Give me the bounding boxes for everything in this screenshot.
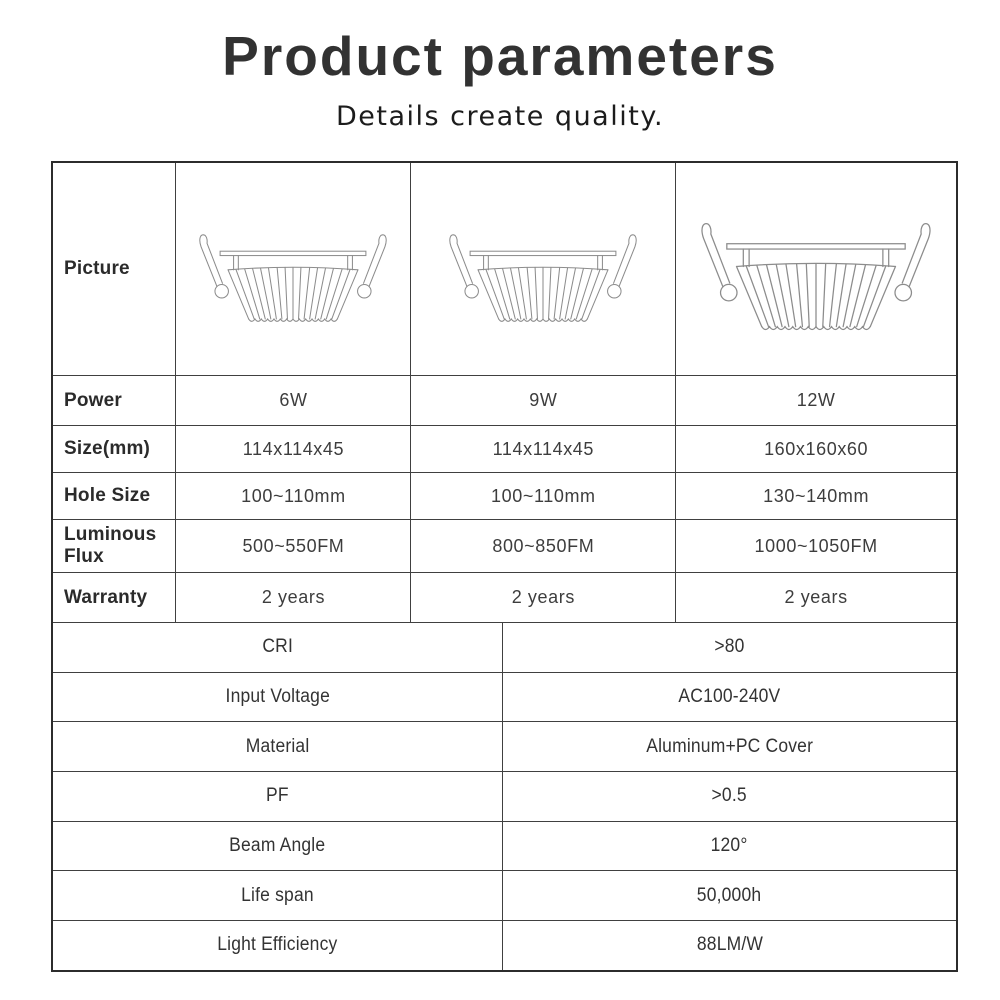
warranty-value-col3: 2 years	[675, 572, 956, 622]
downlight-drawing-9w	[440, 230, 646, 335]
row-label-hole-size: Hole Size	[53, 472, 175, 519]
hole-size-value-col1: 100~110mm	[175, 472, 410, 519]
row-label-luminous-flux: Luminous Flux	[53, 519, 175, 572]
spec-label-input-voltage: Input Voltage	[53, 672, 502, 722]
spec-value-pf: >0.5	[502, 771, 956, 821]
power-value-col1: 6W	[175, 375, 410, 425]
luminous-flux-value-col3: 1000~1050FM	[675, 519, 956, 572]
downlight-drawing-12w	[690, 218, 942, 346]
size-value-col3: 160x160x60	[675, 425, 956, 472]
power-value-col2: 9W	[410, 375, 675, 425]
luminous-flux-value-col2: 800~850FM	[410, 519, 675, 572]
model-comparison-grid	[53, 163, 956, 622]
spec-label-material: Material	[53, 721, 502, 771]
spec-label-life-span: Life span	[53, 870, 502, 920]
page-subtitle: Details create quality.	[335, 101, 665, 132]
spec-value-life-span: 50,000h	[502, 870, 956, 920]
spec-value-material: Aluminum+PC Cover	[502, 721, 956, 771]
hole-size-value-col3: 130~140mm	[675, 472, 956, 519]
luminous-flux-value-col1: 500~550FM	[175, 519, 410, 572]
spec-value-input-voltage: AC100-240V	[502, 672, 956, 722]
picture-cell-9w	[410, 163, 675, 375]
spec-value-cri: >80	[502, 622, 956, 672]
row-label-warranty: Warranty	[53, 572, 175, 622]
shared-specs-grid	[53, 622, 956, 970]
warranty-value-col1: 2 years	[175, 572, 410, 622]
size-value-col2: 114x114x45	[410, 425, 675, 472]
row-label-power: Power	[53, 375, 175, 425]
row-label-size: Size(mm)	[53, 425, 175, 472]
hole-size-value-col2: 100~110mm	[410, 472, 675, 519]
size-value-col1: 114x114x45	[175, 425, 410, 472]
page-title: Product parameters	[222, 25, 778, 87]
picture-cell-12w	[675, 163, 956, 375]
picture-row-label: Picture	[64, 258, 130, 280]
downlight-drawing-6w	[190, 230, 396, 335]
product-parameters-table	[51, 161, 958, 972]
spec-label-cri: CRI	[53, 622, 502, 672]
power-value-col3: 12W	[675, 375, 956, 425]
spec-value-beam-angle: 120°	[502, 821, 956, 871]
spec-label-pf: PF	[53, 771, 502, 821]
spec-label-light-efficiency: Light Efficiency	[53, 920, 502, 970]
spec-value-light-efficiency: 88LM/W	[502, 920, 956, 970]
picture-cell-6w	[175, 163, 410, 375]
spec-label-beam-angle: Beam Angle	[53, 821, 502, 871]
warranty-value-col2: 2 years	[410, 572, 675, 622]
